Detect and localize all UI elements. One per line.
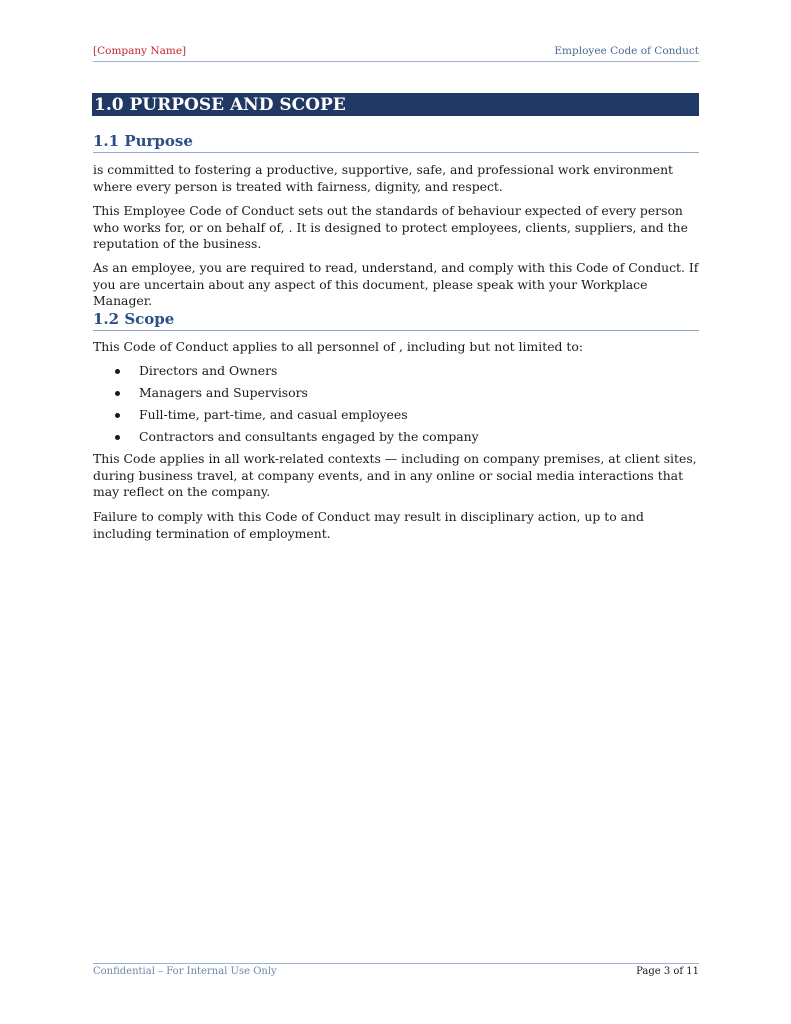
list-item bbox=[93, 429, 699, 451]
section-heading: 1.0 PURPOSE AND SCOPE bbox=[92, 93, 699, 116]
bullet-icon bbox=[115, 413, 120, 418]
list-item bbox=[93, 385, 699, 407]
list-item-text: Managers and Supervisors bbox=[139, 385, 308, 400]
scope-intro: This Code of Conduct applies to all personnel of , including but not limited to: bbox=[93, 339, 584, 354]
document-title: Employee Code of Conduct bbox=[554, 45, 699, 57]
list-item-text: Directors and Owners bbox=[139, 363, 278, 378]
bullet-icon bbox=[115, 391, 120, 396]
list-item bbox=[93, 407, 699, 429]
purpose-paragraph: As an employee, you are required to read, understand, and comply with this Code of Conduct. If you are uncertain about any aspect of this document, please speak with your Workplace Manager. bbox=[93, 260, 699, 309]
purpose-heading: 1.1 Purpose bbox=[93, 132, 699, 153]
company-name-placeholder: [Company Name] bbox=[93, 45, 187, 57]
bullet-icon bbox=[115, 369, 120, 374]
purpose-paragraph: is committed to fostering a productive, supportive, safe, and professional work environment where every person is treated with fairness, dignity, and respect. bbox=[93, 162, 674, 194]
scope-heading: 1.2 Scope bbox=[93, 310, 699, 331]
scope-paragraph: This Code applies in all work-related contexts — including on company premises, at client sites, during business travel, at company events, and in any online or social media interactions that may reflect on the company. bbox=[93, 451, 697, 500]
list-item-text: Full-time, part-time, and casual employees bbox=[139, 407, 408, 422]
scope-list bbox=[93, 363, 699, 451]
page-header bbox=[93, 45, 699, 62]
page-number: Page 3 of 11 bbox=[636, 966, 699, 977]
list-item-text: Contractors and consultants engaged by the company bbox=[139, 429, 479, 444]
scope-paragraph: Failure to comply with this Code of Conduct may result in disciplinary action, up to and including termination of employment. bbox=[93, 509, 644, 541]
bullet-icon bbox=[115, 435, 120, 440]
page-footer bbox=[93, 963, 699, 980]
purpose-paragraph: This Employee Code of Conduct sets out the standards of behaviour expected of every person who works for, or on behalf of, . It is designed to protect employees, clients, suppliers, and the reputation of the business. bbox=[93, 203, 688, 252]
confidential-notice: Confidential – For Internal Use Only bbox=[93, 966, 277, 977]
list-item bbox=[93, 363, 699, 385]
